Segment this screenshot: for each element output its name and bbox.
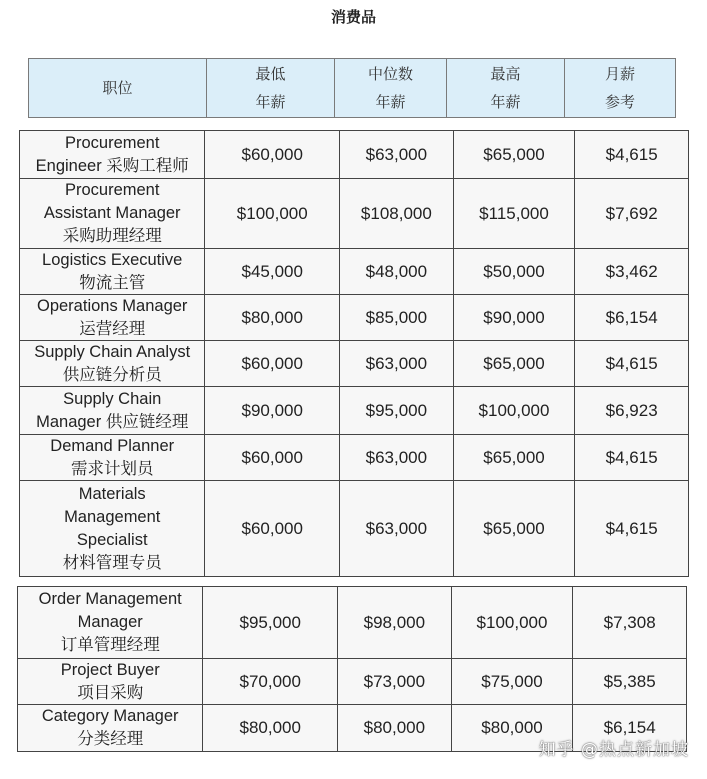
header-label-line2: 参考 — [604, 93, 635, 111]
max-salary-cell: $65,000 — [454, 341, 576, 386]
position-line: Engineer 采购工程师 — [35, 156, 189, 175]
position-line: 分类经理 — [77, 730, 144, 748]
monthly-salary-cell: $7,692 — [605, 203, 658, 223]
median-salary-cell: $63,000 — [340, 131, 454, 178]
min-salary-cell: $80,000 — [205, 295, 340, 340]
position-line: Project Buyer — [60, 660, 160, 679]
position-line: Manager 供应链经理 — [36, 412, 189, 431]
median-salary-cell: $108,000 — [340, 179, 454, 248]
header-monthly-salary — [565, 59, 675, 117]
position-cell — [20, 179, 205, 248]
position-cell — [20, 435, 205, 480]
monthly-salary-cell: $6,923 — [605, 400, 658, 420]
table-row — [20, 179, 688, 249]
watermark: 知乎 @热点新加坡 — [538, 740, 689, 760]
monthly-salary-cell: $4,615 — [605, 353, 658, 373]
median-salary-cell: $63,000 — [340, 481, 454, 576]
monthly-salary-cell: $4,615 — [605, 518, 658, 538]
min-salary-cell: $60,000 — [205, 341, 340, 386]
max-salary-cell: $100,000 — [454, 387, 576, 434]
table-header — [28, 58, 676, 118]
table-row — [20, 249, 688, 295]
position-cell — [20, 387, 205, 434]
position-cell — [20, 295, 205, 340]
position-line: 项目采购 — [77, 683, 144, 702]
min-salary-cell: $95,000 — [203, 587, 338, 658]
position-line: Procurement — [64, 133, 160, 152]
table-row — [18, 587, 686, 659]
header-max-salary — [447, 59, 565, 117]
max-salary-cell: $50,000 — [454, 249, 576, 294]
table-row — [20, 481, 688, 576]
monthly-salary-cell: $4,615 — [605, 447, 658, 467]
max-salary-cell: $75,000 — [452, 659, 574, 704]
header-label-line1: 最低 — [255, 65, 286, 83]
max-salary-cell: $100,000 — [452, 587, 574, 658]
monthly-salary-cell: $4,615 — [605, 144, 658, 164]
position-line: Supply Chain — [63, 389, 162, 408]
table-row — [20, 295, 688, 341]
header-median-salary — [335, 59, 447, 117]
position-cell — [18, 705, 203, 751]
position-line: Logistics Executive — [42, 250, 183, 269]
median-salary-cell: $98,000 — [338, 587, 452, 658]
position-line: 供应链分析员 — [62, 365, 162, 384]
header-min-salary — [207, 59, 335, 117]
position-line: Manager — [77, 613, 143, 631]
min-salary-cell: $60,000 — [205, 131, 340, 178]
header-position-label: 职位 — [102, 79, 133, 97]
max-salary-cell: $115,000 — [454, 179, 576, 248]
max-salary-cell: $65,000 — [454, 481, 576, 576]
max-salary-cell: $80,000 — [452, 705, 574, 751]
position-line: 订单管理经理 — [60, 636, 160, 654]
position-line: Operations Manager — [37, 296, 188, 315]
header-label-line1: 最高 — [490, 65, 521, 83]
median-salary-cell: $80,000 — [338, 705, 452, 751]
median-salary-cell: $48,000 — [340, 249, 454, 294]
position-line: Supply Chain Analyst — [34, 342, 191, 361]
position-line: 运营经理 — [79, 319, 146, 338]
header-label-line1: 月薪 — [604, 65, 635, 83]
min-salary-cell: $70,000 — [203, 659, 338, 704]
min-salary-cell: $90,000 — [205, 387, 340, 434]
position-line: 材料管理专员 — [62, 553, 162, 572]
table-row — [20, 341, 688, 387]
position-cell — [20, 481, 205, 576]
header-label-line1: 中位数 — [367, 65, 413, 83]
page-title: 消费品 — [330, 8, 376, 26]
median-salary-cell: $85,000 — [340, 295, 454, 340]
position-line: Category Manager — [41, 707, 179, 725]
position-line: Order Management — [38, 590, 182, 608]
min-salary-cell: $100,000 — [205, 179, 340, 248]
salary-table-part-2 — [17, 586, 687, 752]
position-line: Management — [64, 507, 161, 526]
salary-table-part-1 — [19, 130, 689, 577]
header-label-line2: 年薪 — [375, 93, 406, 111]
position-cell — [20, 341, 205, 386]
monthly-salary-cell: $5,385 — [603, 671, 656, 691]
position-line: Procurement — [64, 181, 160, 199]
monthly-salary-cell: $3,462 — [605, 261, 658, 281]
header-label-line2: 年薪 — [255, 93, 286, 111]
position-cell — [20, 131, 205, 178]
monthly-salary-cell: $7,308 — [603, 612, 656, 632]
position-line: 采购助理经理 — [62, 227, 162, 245]
table-row — [20, 387, 688, 435]
position-line: Demand Planner — [50, 436, 175, 455]
table-row — [18, 659, 686, 705]
min-salary-cell: $60,000 — [205, 481, 340, 576]
median-salary-cell: $95,000 — [340, 387, 454, 434]
position-cell — [18, 587, 203, 658]
monthly-salary-cell: $6,154 — [603, 718, 656, 737]
table-row — [20, 131, 688, 179]
position-cell — [18, 659, 203, 704]
position-cell — [20, 249, 205, 294]
median-salary-cell: $73,000 — [338, 659, 452, 704]
min-salary-cell: $45,000 — [205, 249, 340, 294]
median-salary-cell: $63,000 — [340, 341, 454, 386]
position-line: Assistant Manager — [43, 204, 181, 222]
min-salary-cell: $80,000 — [203, 705, 338, 751]
table-row — [20, 435, 688, 481]
max-salary-cell: $65,000 — [454, 435, 576, 480]
max-salary-cell: $90,000 — [454, 295, 576, 340]
header-position — [29, 59, 207, 117]
position-line: 物流主管 — [79, 273, 146, 292]
position-line: 需求计划员 — [70, 459, 154, 478]
position-line: Materials — [78, 484, 146, 503]
position-line: Specialist — [76, 530, 148, 549]
min-salary-cell: $60,000 — [205, 435, 340, 480]
header-label-line2: 年薪 — [490, 93, 521, 111]
median-salary-cell: $63,000 — [340, 435, 454, 480]
max-salary-cell: $65,000 — [454, 131, 576, 178]
monthly-salary-cell: $6,154 — [605, 307, 658, 327]
